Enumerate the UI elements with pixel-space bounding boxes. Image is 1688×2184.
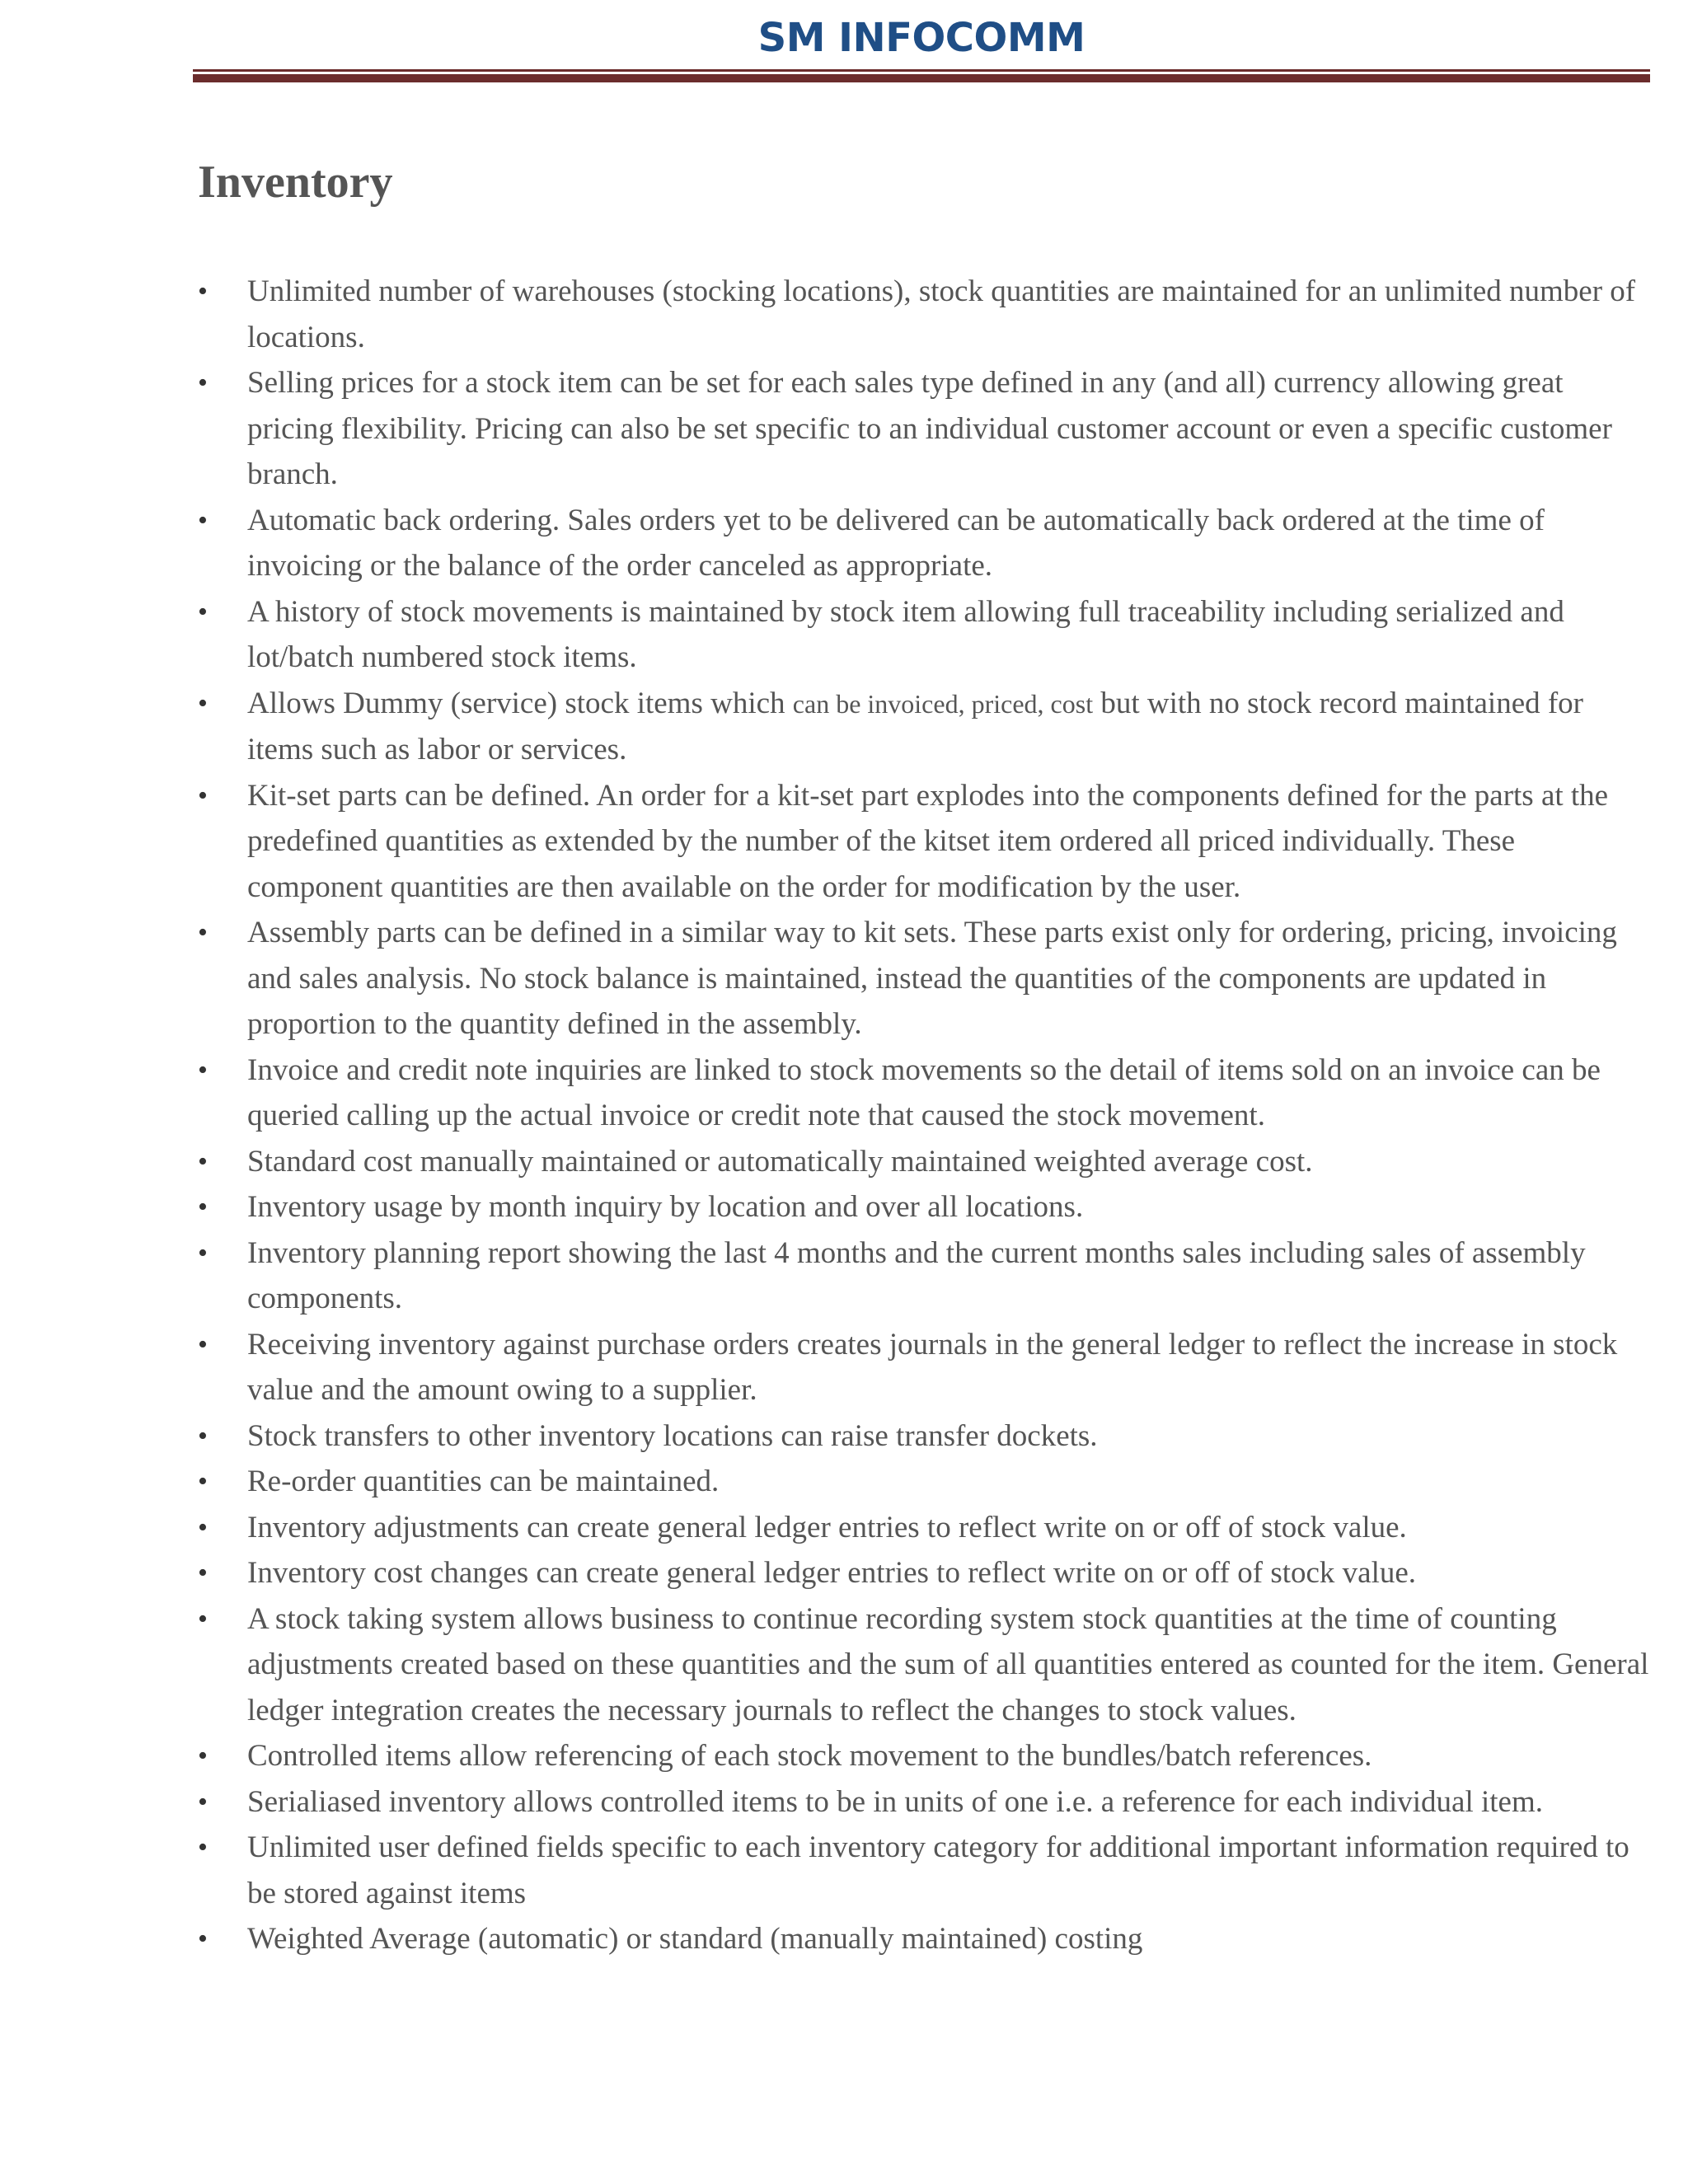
bullet-icon: • (198, 1466, 208, 1497)
feature-text: Assembly parts can be defined in a similar way to kit sets. These parts exist only for ordering, pricing, invoicing and sales analysis. No stock balance is maintained, instead the quantities of the components are updated in proportion to the quantity defined in the assembly. (247, 916, 1617, 1041)
bullet-icon: • (198, 504, 208, 536)
bullet-icon: • (198, 1054, 208, 1085)
company-name: SM INFOCOMM (757, 15, 1085, 61)
bullet-icon: • (198, 1329, 208, 1360)
feature-item (198, 589, 1657, 681)
bullet-icon: • (198, 1146, 208, 1177)
feature-item (198, 1139, 1657, 1185)
feature-item (198, 1779, 1657, 1825)
feature-item (198, 1505, 1657, 1551)
feature-list (198, 269, 1657, 1962)
feature-text: Re-order quantities can be maintained. (247, 1465, 720, 1498)
bullet-icon: • (198, 1786, 208, 1817)
bullet-icon: • (198, 1237, 208, 1268)
feature-text: Kit-set parts can be defined. An order for a kit-set part explodes into the components defined for the parts at the predefined quantities as extended by the number of the kitset item ordered all priced individually. These component quantities are then available on the order for modification by the user. (247, 778, 1609, 904)
feature-item (198, 1733, 1657, 1779)
feature-text-small: can be invoiced, priced, cost (792, 688, 1094, 719)
bullet-icon: • (198, 1420, 208, 1451)
feature-item (198, 1596, 1657, 1734)
feature-text: Inventory usage by month inquiry by location and over all locations. (247, 1190, 1084, 1224)
bullet-icon: • (198, 687, 208, 719)
feature-item (198, 360, 1657, 498)
feature-text: Unlimited number of warehouses (stocking locations), stock quantities are maintained for an unlimited number of locations. (247, 274, 1636, 354)
feature-text: Automatic back ordering. Sales orders yet to be delivered can be automatically back ordered at the time of invoicing or the balance of the order canceled as appropriate. (247, 503, 1545, 583)
feature-text: Selling prices for a stock item can be set for each sales type defined in any (and all) currency allowing great pricing flexibility. Pricing can also be set specific to an individual customer account or even a specific customer branch. (247, 366, 1612, 491)
feature-item (198, 1825, 1657, 1916)
feature-item (198, 681, 1657, 773)
bullet-icon: • (198, 368, 208, 398)
feature-item (198, 498, 1657, 589)
bullet-icon: • (198, 1924, 208, 1954)
bullet-icon: • (198, 1603, 208, 1634)
feature-text: Stock transfers to other inventory locations can raise transfer dockets. (247, 1418, 1098, 1453)
bullet-icon: • (198, 1192, 208, 1222)
feature-item (198, 1916, 1657, 1962)
bullet-icon: • (198, 596, 208, 627)
feature-item (198, 1322, 1657, 1413)
feature-text: Unlimited user defined fields specific to each inventory category for additional important information required to be stored against items (247, 1830, 1629, 1910)
feature-text: Receiving inventory against purchase orders creates journals in the general ledger to reflect the increase in stock value and the amount owing to a supplier. (247, 1327, 1618, 1407)
bullet-icon: • (198, 780, 208, 811)
feature-item (198, 1413, 1657, 1460)
feature-text: Serialiased inventory allows controlled items to be in units of one i.e. a reference for each individual item. (247, 1784, 1543, 1819)
feature-item (198, 910, 1657, 1047)
bullet-icon: • (198, 917, 208, 948)
feature-text: A history of stock movements is maintained by stock item allowing full traceability including serialized and lot/batch numbered stock items. (247, 594, 1564, 674)
bullet-icon: • (198, 1832, 208, 1863)
feature-text-part: but with no stock record maintained for items such as labor or services. (247, 686, 1584, 766)
bullet-icon: • (198, 1558, 208, 1588)
section-title: Inventory (198, 157, 393, 208)
feature-item (198, 1184, 1657, 1230)
feature-item (198, 1230, 1657, 1322)
feature-item (198, 1550, 1657, 1596)
page-header (0, 0, 1688, 91)
feature-item (198, 269, 1657, 360)
feature-text: Weighted Average (automatic) or standard (manually maintained) costing (247, 1922, 1143, 1956)
feature-item (198, 1047, 1657, 1139)
feature-text: Invoice and credit note inquiries are linked to stock movements so the detail of items sold on an invoice can be queried calling up the actual invoice or credit note that caused the stock movement. (247, 1052, 1601, 1132)
feature-text: Inventory cost changes can create general ledger entries to reflect write on or off of stock value. (247, 1556, 1417, 1590)
feature-item (198, 773, 1657, 911)
feature-text: Inventory planning report showing the last 4 months and the current months sales including sales of assembly components. (247, 1235, 1586, 1315)
header-rule-thin (193, 69, 1650, 72)
bullet-icon: • (198, 1741, 208, 1771)
feature-text: A stock taking system allows business to continue recording system stock quantities at the time of counting adjustments created based on these quantities and the sum of all quantities entered as counted for the item. General ledger integration creates the necessary journals to reflect the changes to stock values. (247, 1601, 1649, 1727)
feature-text: Standard cost manually maintained or automatically maintained weighted average cost. (247, 1144, 1313, 1179)
bullet-icon: • (198, 276, 208, 307)
feature-text: Inventory adjustments can create general ledger entries to reflect write on or off of stock value. (247, 1510, 1407, 1544)
bullet-icon: • (198, 1511, 208, 1543)
feature-text (247, 687, 1583, 767)
feature-item (198, 1459, 1657, 1505)
header-rule-thick (193, 74, 1650, 82)
feature-text: Controlled items allow referencing of each stock movement to the bundles/batch references. (247, 1739, 1372, 1773)
feature-text-part: Allows Dummy (service) stock items which (247, 686, 793, 720)
